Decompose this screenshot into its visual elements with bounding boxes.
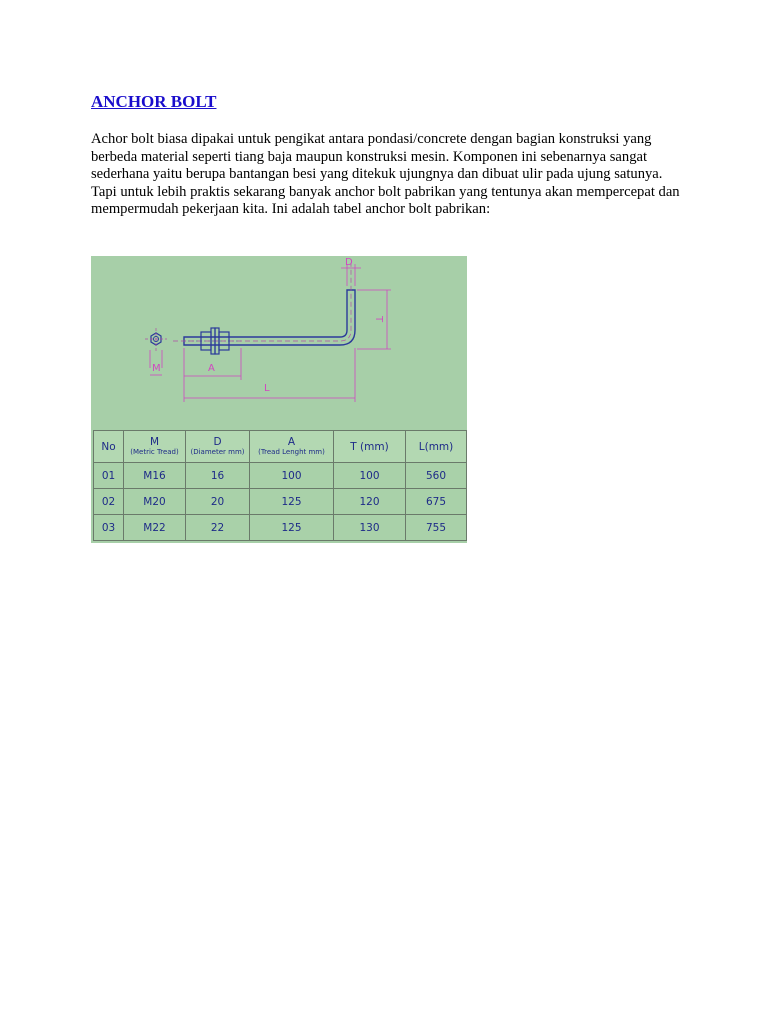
dim-label-a: A	[208, 363, 215, 374]
paragraph: Tapi untuk lebih praktis sekarang banyak anchor bolt pabrikan yang tentunya akan mempercepat dan mempermudah pekerjaan kita. Ini adalah tabel anchor bolt pabrikan:	[91, 183, 680, 218]
cell-no: 01	[94, 463, 124, 489]
cell-l: 560	[406, 463, 467, 489]
cell-d: 20	[186, 489, 250, 515]
cell-d: 16	[186, 463, 250, 489]
cell-m: M16	[124, 463, 186, 489]
anchor-bolt-drawing	[91, 256, 467, 428]
header-t: T (mm)	[334, 431, 406, 463]
cell-t: 130	[334, 515, 406, 541]
bolt-body	[184, 290, 355, 345]
cell-a: 125	[250, 515, 334, 541]
cell-l: 755	[406, 515, 467, 541]
header-m: M (Metric Tread)	[124, 431, 186, 463]
header-a: A (Tread Lenght mm)	[250, 431, 334, 463]
table-header-row	[94, 431, 467, 463]
table-row	[94, 463, 467, 489]
cell-no: 03	[94, 515, 124, 541]
table-row	[94, 489, 467, 515]
cell-a: 125	[250, 489, 334, 515]
body-text	[91, 131, 691, 219]
dim-label-m: M	[152, 363, 161, 374]
cell-d: 22	[186, 515, 250, 541]
cell-a: 100	[250, 463, 334, 489]
cell-m: M20	[124, 489, 186, 515]
cell-t: 100	[334, 463, 406, 489]
table-row	[94, 515, 467, 541]
dim-label-d: D	[345, 257, 353, 268]
cell-l: 675	[406, 489, 467, 515]
anchor-bolt-figure	[91, 256, 467, 543]
dim-label-l: L	[264, 383, 270, 394]
dim-label-t: T	[373, 316, 384, 323]
paragraph: Achor bolt biasa dipakai untuk pengikat antara pondasi/concrete dengan bagian konstruksi yang berbeda material seperti tiang baja maupun konstruksi mesin. Komponen ini sebenarnya sangat sederhana yaitu berupa bantangan besi yang ditekuk ujungnya dan dibuat ulir pada ujung satunya.	[91, 131, 663, 183]
header-d: D (Diameter mm)	[186, 431, 250, 463]
header-no: No	[94, 431, 124, 463]
cell-no: 02	[94, 489, 124, 515]
page-title: ANCHOR BOLT	[91, 92, 217, 111]
header-l: L(mm)	[406, 431, 467, 463]
cell-t: 120	[334, 489, 406, 515]
cell-m: M22	[124, 515, 186, 541]
anchor-bolt-spec-table	[93, 430, 467, 541]
